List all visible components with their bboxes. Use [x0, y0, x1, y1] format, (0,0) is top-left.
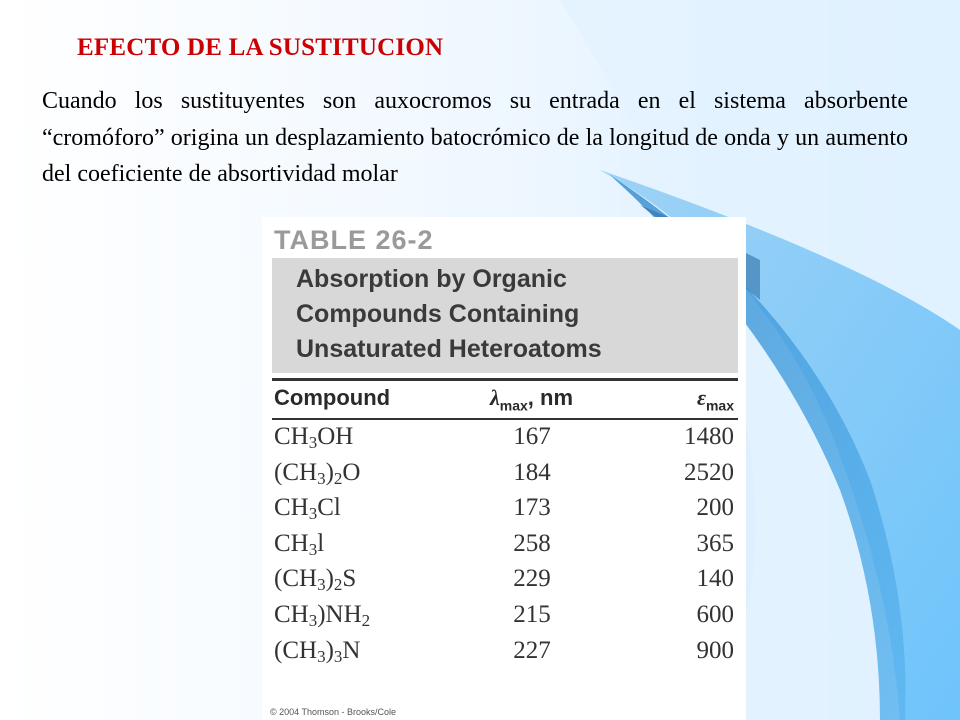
- table-row: [262, 530, 746, 565]
- column-header-lambda: $\lambda_{max}$, nm: [490, 385, 574, 414]
- table-heading-box: [272, 258, 738, 373]
- cell-epsilon-max: 365: [696, 529, 734, 557]
- table-row: [262, 565, 746, 600]
- slide-title: EFECTO DE LA SUSTITUCION: [77, 34, 444, 61]
- cell-compound: $(CH_3)_2O$: [274, 458, 361, 488]
- table-heading-line-3: Unsaturated Heteroatoms: [296, 335, 602, 363]
- cell-lambda-max: 167: [513, 423, 551, 450]
- table-row: [262, 494, 746, 529]
- slide-paragraph: Cuando los sustituyentes son auxocromos su entrada en el sistema absorbente “cromóforo” origina un desplazamiento batocrómico de la longitud de onda y un aumento del coeficiente de absortividad molar: [42, 88, 908, 187]
- table-row: [262, 459, 746, 494]
- cell-lambda-max: 258: [513, 529, 551, 557]
- table-header-rule: [272, 418, 738, 420]
- cell-compound: $(CH_3)_3N$: [274, 636, 361, 666]
- cell-lambda-max: 173: [513, 494, 551, 522]
- table-heading-line-1: Absorption by Organic: [296, 265, 567, 293]
- table-copyright: © 2004 Thomson - Brooks/Cole: [270, 707, 397, 717]
- table-row: [262, 601, 746, 636]
- cell-compound: $CH_3l$: [274, 529, 325, 559]
- cell-epsilon-max: 1480: [684, 423, 734, 450]
- table-heading-line-2: Compounds Containing: [296, 300, 580, 328]
- table-label: TABLE 26-2: [274, 225, 434, 255]
- cell-lambda-max: 184: [513, 458, 551, 486]
- cell-epsilon-max: 200: [696, 494, 734, 522]
- absorption-table-image: [262, 217, 746, 720]
- cell-compound: $CH_3Cl$: [274, 494, 341, 524]
- table-row: [262, 637, 746, 672]
- cell-epsilon-max: 2520: [684, 458, 734, 486]
- cell-compound: $CH_3)NH_2$: [274, 601, 371, 630]
- cell-compound: $(CH_3)_2S$: [274, 565, 357, 595]
- cell-lambda-max: 215: [513, 601, 551, 628]
- cell-epsilon-max: 600: [696, 601, 734, 628]
- column-header-compound: Compound: [274, 385, 391, 410]
- table-top-rule: [272, 378, 738, 381]
- column-header-epsilon: $\varepsilon_{max}$: [696, 385, 734, 414]
- cell-epsilon-max: 140: [696, 565, 734, 593]
- cell-compound: $CH_3OH$: [274, 423, 354, 452]
- cell-epsilon-max: 900: [696, 636, 734, 664]
- cell-lambda-max: 229: [513, 565, 551, 593]
- table-row: [262, 423, 746, 458]
- cell-lambda-max: 227: [513, 636, 551, 664]
